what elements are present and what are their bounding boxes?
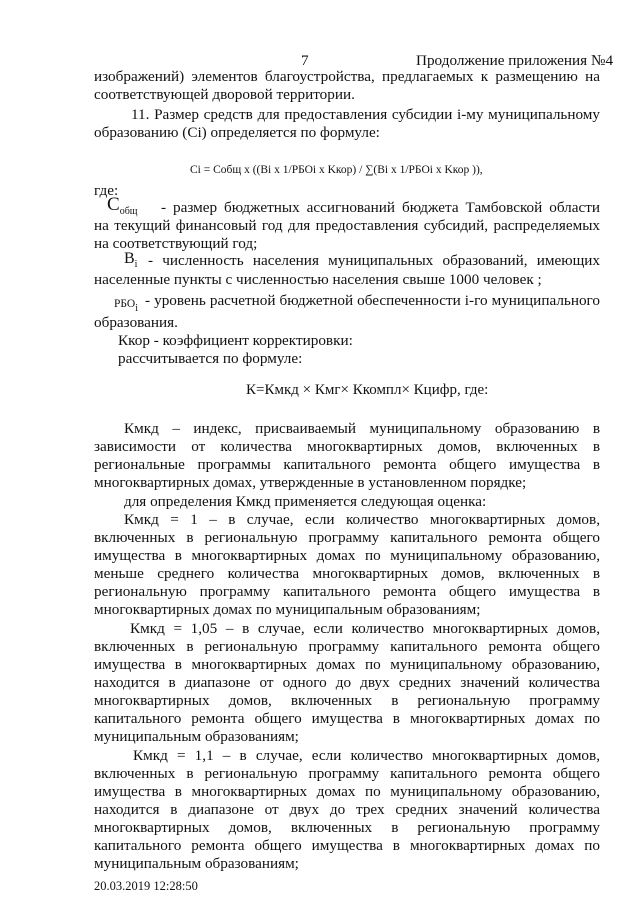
section-heading: 11. Размер средств для предоставления субсидии i-му муниципальному <box>131 106 600 123</box>
kmkd-case-3: имущества в многоквартирных домах по муниципальному образованию, <box>94 783 600 800</box>
kmkd-paragraph: Кмкд – индекс, присваиваемый муниципальному образованию в <box>124 420 600 437</box>
kmkd-paragraph: многоквартирных домах, утвержденные в установленном порядке; <box>94 474 527 491</box>
print-timestamp: 20.03.2019 12:28:50 <box>94 879 198 893</box>
definition-b-text: населенные пункты с численностью населения свыше 1000 человек ; <box>94 271 542 288</box>
kmkd-case-1: многоквартирных домах по муниципальным образованиям; <box>94 601 481 618</box>
kmkd-case-3: многоквартирных домов, включенных в региональную программу <box>94 819 600 836</box>
kmkd-case-1: Кмкд = 1 – в случае, если количество многоквартирных домов, <box>124 511 600 528</box>
kmkd-paragraph: региональные программы капитального ремонта общего имущества в <box>94 456 600 473</box>
formula-correction: К=Кмкд × Кмг× Ккомпл× Кцифр, где: <box>246 382 489 398</box>
kmkd-paragraph: для определения Кмкд применяется следующая оценка: <box>124 493 487 510</box>
definition-rbo-symbol: $РБО_i$ <box>114 298 139 314</box>
definition-c-symbol: $С_{общ}$ <box>107 194 138 217</box>
kmkd-paragraph: зависимости от количества многоквартирных домов, включенных в <box>94 438 600 455</box>
kmkd-case-1: меньше среднего количества многоквартирных домов, включенных в <box>94 565 600 582</box>
kmkd-case-3: муниципальным образованиям; <box>94 855 299 872</box>
definition-rbo-text: - уровень расчетной бюджетной обеспеченности i-го муниципального <box>145 292 600 309</box>
definition-b-text: - численность населения муниципальных образований, имеющих <box>148 252 600 269</box>
definition-rbo-text: образования. <box>94 314 178 331</box>
kmkd-case-2: находится в диапазоне от одного до двух средних значений количества <box>94 674 600 691</box>
kmkd-case-2: многоквартирных домов, включенных в региональную программу <box>94 692 600 709</box>
continuation-note: Продолжение приложения №4 <box>416 52 614 69</box>
kmkd-case-2: капитального ремонта общего имущества в многоквартирных домах по <box>94 710 600 727</box>
kkor-formula-intro: рассчитывается по формуле: <box>118 350 303 367</box>
kmkd-case-2: имущества в многоквартирных домах по муниципальному образованию, <box>94 656 600 673</box>
definition-c-text: - размер бюджетных ассигнований бюджета Тамбовской области <box>161 199 600 216</box>
kkor-definition: Ккор - коэффициент корректировки: <box>118 332 353 349</box>
body-line: образованию (Ci) определяется по формуле: <box>94 124 380 141</box>
page-number: 7 <box>301 52 309 69</box>
kmkd-case-3: находится в диапазоне от двух до трех средних значений количества <box>94 801 600 818</box>
definition-c-text: на соответствующий год; <box>94 235 258 252</box>
kmkd-case-1: включенных в региональную программу капитального ремонта общего <box>94 529 600 546</box>
body-line: изображений) элементов благоустройства, предлагаемых к размещению на <box>94 68 600 85</box>
formula-subsidy: Ci = Cобщ x ((Bi x 1/РБОi x Kкор) / ∑(Bi x 1/РБОi x Kкор )), <box>190 164 483 176</box>
kmkd-case-2: муниципальным образованиям; <box>94 728 299 745</box>
kmkd-case-3: Кмкд = 1,1 – в случае, если количество многоквартирных домов, <box>133 747 600 764</box>
kmkd-case-3: включенных в региональную программу капитального ремонта общего <box>94 765 600 782</box>
definition-b-symbol: $B_i$ <box>124 250 138 270</box>
kmkd-case-1: региональную программу капитального ремонта общего имущества в <box>94 583 600 600</box>
definition-c-text: на текущий финансовый год для предоставления субсидий, распределяемых <box>94 217 600 234</box>
kmkd-case-3: капитального ремонта общего имущества в многоквартирных домах по <box>94 837 600 854</box>
kmkd-case-1: имущества в многоквартирных домах по муниципальному образованию, <box>94 547 600 564</box>
kmkd-case-2: включенных в региональную программу капитального ремонта общего <box>94 638 600 655</box>
where-label: где: <box>94 182 119 199</box>
body-line: соответствующей дворовой территории. <box>94 86 355 103</box>
kmkd-case-2: Кмкд = 1,05 – в случае, если количество многоквартирных домов, <box>130 620 600 637</box>
